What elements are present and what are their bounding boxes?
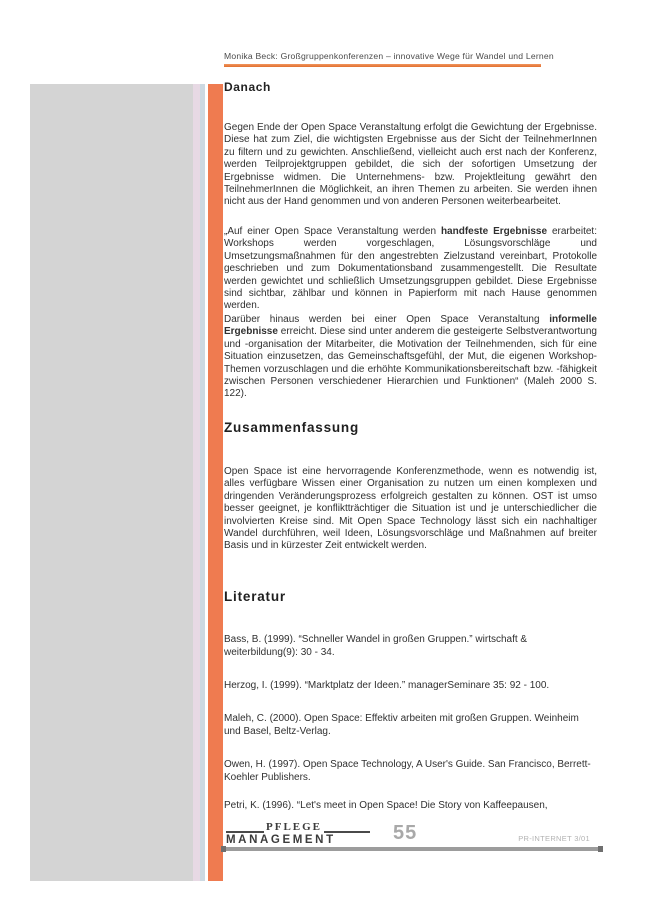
paragraph-danach-2: „Auf einer Open Space Veranstaltung werden handfeste Ergebnisse erarbeitet: Workshops werden vorgeschlagen, Lösungsvorschläge und Umsetzungsmaßnahmen für den angestrebten Zielzustand vereinbart, Protokolle geschrieben und zum Dokumentationsband zusammengestellt. Die Resultate werden gewichtet und schließlich Umsetzungsgruppen gebildet. Diese Ergebnisse sind sichtbar, zählbar und können in Papierform mit nach Hause genommen werden. <box>224 226 597 312</box>
logo-rule-right <box>324 830 370 833</box>
paragraph-zusammenfassung: Open Space ist eine hervorragende Konferenzmethode, wenn es notwendig ist, alles verfügbare Wissen einer Organisation zu nutzen um einen komplexen und dringenden Veränderungsprozess erfolgreich gestalten zu können. OST ist umso besser geeignet, je konfliktträchtiger die Situation ist und je unterschiedlicher die involvierten Kreise sind. Mit Open Space Technology lässt sich ein nachhaltiger Wandel durchführen, weil Ideen, Lösungsvorschläge und Maßnahmen auf breiter Basis und in kürzester Zeit entwickelt werden. <box>224 466 597 552</box>
journal-logo-top <box>226 821 370 833</box>
left-margin-block <box>30 84 193 881</box>
reference-item: Maleh, C. (2000). Open Space: Effektiv arbeiten mit großen Gruppen. Weinheim und Basel, Beltz-Verlag. <box>224 713 579 737</box>
running-header: Monika Beck: Großgruppenkonferenzen – innovative Wege für Wandel und Lernen <box>224 51 554 61</box>
reference-item: Petri, K. (1996). “Let's meet in Open Space! Die Story von Kaffeepausen, <box>224 800 548 811</box>
paragraph-danach-3: Darüber hinaus werden bei einer Open Space Veranstaltung informelle Ergebnisse erreicht. Diese sind unter anderem die gesteigerte Selbstverantwortung und -organisation der Mitarbeiter, die Motivation der Teilnehmenden, sich für eine Situation einzusetzen, das Gemeinschaftsgefühl, der Mut, die eigenen Workshop-Themen vorzuschlagen und die erhöhte Kommunikationsbereitschaft bzw. -fähigkeit zwischen Personen verschiedener Hierarchien und Funktionen“ (Maleh 2000 S. 122). <box>224 314 597 400</box>
footer-rule <box>221 847 603 851</box>
reference-item: Bass, B. (1999). “Schneller Wandel in großen Gruppen.” wirtschaft & weiterbildung(9): 30 - 34. <box>224 634 528 658</box>
journal-name-bottom: MANAGEMENT <box>226 834 336 846</box>
page-number: 55 <box>393 822 418 844</box>
header-rule <box>224 64 541 67</box>
accent-bar <box>208 84 223 881</box>
page-edge-strip-blue <box>200 84 205 881</box>
section-heading-zusammenfassung: Zusammenfassung <box>224 420 360 435</box>
reference-item: Herzog, I. (1999). “Marktplatz der Ideen.” managerSeminare 35: 92 - 100. <box>224 680 550 691</box>
section-heading-literatur: Literatur <box>224 589 286 604</box>
journal-name-top: PFLEGE <box>266 821 323 833</box>
logo-rule-left <box>226 830 264 833</box>
issue-label: PR-INTERNET 3/01 <box>518 834 590 843</box>
paragraph-danach-1: Gegen Ende der Open Space Veranstaltung erfolgt die Gewichtung der Ergebnisse. Diese hat zum Ziel, die wichtigsten Ergebnisse aus der Sicht der TeilnehmerInnen zu filtern und zu gewichten. Anschließend, vielleicht auch erst nach der Konferenz, werden Teilprojektgruppen gebildet, die sich der sofortigen Umsetzung der Ergebnisse widmen. Die Unternehmens- bzw. Projektleitung gewährt den TeilnehmerInnen die Möglichkeit, an ihren Themen zu arbeiten. Sie werden ihnen nicht aus der Hand genommen und von anderen Personen weiterbearbeitet. <box>224 122 597 208</box>
journal-logo <box>226 821 370 846</box>
reference-item: Owen, H. (1997). Open Space Technology, A User's Guide. San Francisco, Berrett-Koehler Publishers. <box>224 759 591 783</box>
page-edge-strip-pink <box>193 84 200 881</box>
section-heading-danach: Danach <box>224 80 271 94</box>
